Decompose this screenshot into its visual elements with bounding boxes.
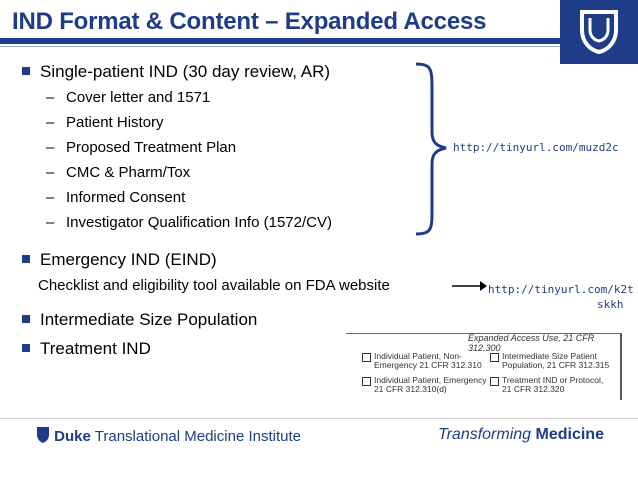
form-option-emergency	[374, 376, 486, 394]
header-rule-thin	[0, 46, 560, 47]
sub-item-label: Cover letter and 1571	[66, 89, 211, 106]
bullet-marker	[22, 344, 30, 352]
link-muzd2c[interactable]: http://tinyurl.com/muzd2c	[453, 141, 619, 154]
form-border	[620, 334, 622, 400]
sub-item-label: CMC & Pharm/Tox	[66, 164, 191, 181]
duke-shield-icon	[36, 426, 50, 444]
bullet-marker	[22, 255, 30, 263]
form-option-line: Treatment IND or Protocol,	[502, 375, 604, 385]
form-option-intermediate	[502, 352, 609, 370]
bullet-marker	[22, 67, 30, 75]
bullet-label: Treatment IND	[40, 339, 151, 358]
form-option-nonemergency	[374, 352, 482, 370]
bullet-label: Intermediate Size Population	[40, 310, 258, 329]
arrow-icon	[452, 280, 488, 292]
duke-shield-icon	[560, 0, 638, 64]
link-k2tskkh-cont[interactable]: skkh	[597, 298, 624, 311]
form-option-line: 21 CFR 312.320	[502, 384, 565, 394]
tagline-bold: Medicine	[535, 426, 604, 443]
sub-item-investigator: – Investigator Qualification Info (1572/CV)	[46, 214, 332, 231]
sub-item-history: – Patient History	[46, 114, 164, 131]
footer-tagline	[438, 426, 604, 444]
sub-item-cmc: – CMC & Pharm/Tox	[46, 164, 191, 181]
bullet-label: Single-patient IND (30 day review, AR)	[40, 62, 331, 81]
form-title: Expanded Access Use, 21 CFR 312.300	[468, 333, 595, 353]
bullet-single-patient	[40, 62, 330, 82]
footer-logo	[36, 426, 301, 445]
form-option-line: Intermediate Size Patient	[502, 351, 597, 361]
fda-form-excerpt	[346, 333, 622, 400]
bullet-treatment	[40, 339, 151, 359]
bullet-label: Emergency IND (EIND)	[40, 250, 217, 269]
checklist-text: Checklist and eligibility tool available on FDA website	[38, 277, 390, 294]
checkbox	[490, 377, 499, 386]
tagline-italic: Transforming	[438, 426, 532, 443]
form-option-line: Individual Patient, Non-	[374, 351, 462, 361]
bullet-emergency	[40, 250, 217, 270]
form-option-treatment	[502, 376, 603, 394]
checkbox	[490, 353, 499, 362]
footer-logo-text: Translational Medicine Institute	[94, 428, 301, 445]
checkbox	[362, 353, 371, 362]
sub-item-label: Investigator Qualification Info (1572/CV)	[66, 214, 332, 231]
checkbox	[362, 377, 371, 386]
slide-title: IND Format & Content – Expanded Access	[12, 8, 487, 35]
bullet-intermediate	[40, 310, 257, 330]
footer-rule	[0, 418, 638, 419]
sub-item-label: Informed Consent	[66, 189, 186, 206]
link-k2tskkh[interactable]: http://tinyurl.com/k2t	[488, 283, 634, 296]
curly-bracket	[412, 60, 452, 240]
form-option-line: Emergency 21 CFR 312.310	[374, 360, 482, 370]
sub-item-plan: – Proposed Treatment Plan	[46, 139, 237, 156]
form-option-line: Population, 21 CFR 312.315	[502, 360, 610, 370]
bullet-marker	[22, 315, 30, 323]
sub-item-consent: – Informed Consent	[46, 189, 186, 206]
sub-item-label: Patient History	[66, 114, 164, 131]
sub-item-label: Proposed Treatment Plan	[66, 139, 237, 156]
header-rule	[0, 38, 638, 44]
form-option-line: Individual Patient, Emergency	[374, 375, 487, 385]
header-logo-box	[560, 0, 638, 64]
footer-logo-bold: Duke	[54, 428, 91, 445]
form-option-line: 21 CFR 312.310(d)	[374, 384, 447, 394]
sub-item-cover: – Cover letter and 1571	[46, 89, 211, 106]
